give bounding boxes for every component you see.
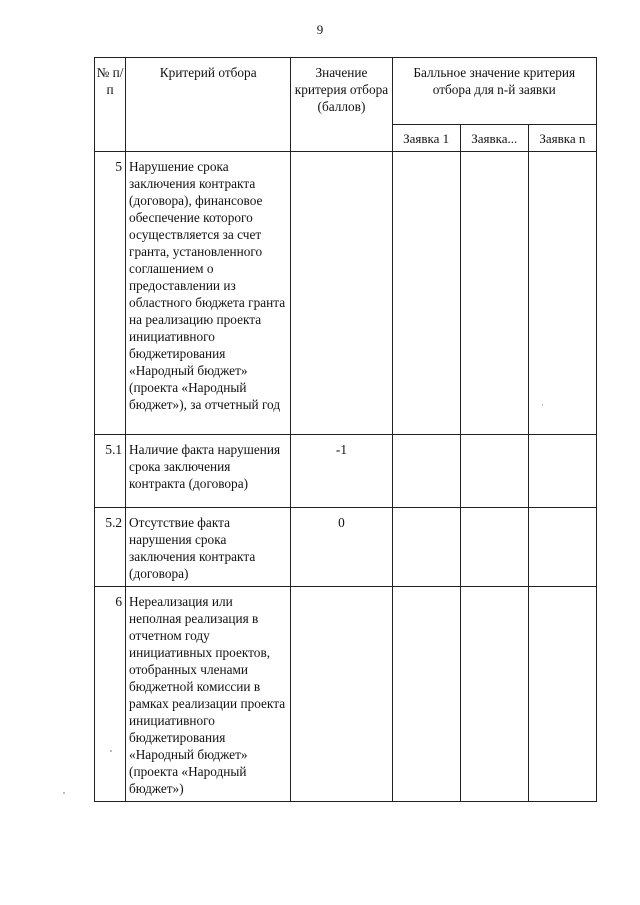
- header-score: Балльное значение критерия отбора для n-й заявки: [392, 58, 596, 125]
- row-score-cell: [528, 435, 596, 508]
- header-value: Значение критерия отбора (баллов): [291, 58, 392, 152]
- header-application-n: Заявка n: [528, 125, 596, 152]
- row-criterion: Наличие факта нарушения срока заключения контракта (договора): [126, 435, 291, 508]
- header-application-1: Заявка 1: [392, 125, 460, 152]
- table-row: [95, 587, 597, 802]
- row-num: 5.2: [95, 508, 126, 587]
- row-criterion: Отсутствие факта нарушения срока заключения контракта (договора): [126, 508, 291, 587]
- table-row: [95, 435, 597, 508]
- row-criterion: Нарушение срока заключения контракта (договора), финансовое обеспечение которого осуществляется за счет гранта, установленного соглашением о предоставлении из областного бюджета гранта на реализацию проекта инициативного бюджетирования «Народный бюджет» (проекта «Народный бюджет»), за отчетный год: [126, 152, 291, 435]
- header-criterion: Критерий отбора: [126, 58, 291, 152]
- row-num: 6: [95, 587, 126, 802]
- scan-speck: [110, 750, 112, 752]
- row-score-cell: [460, 508, 528, 587]
- header-num: № п/п: [95, 58, 126, 152]
- criteria-table: [94, 57, 597, 802]
- row-score-cell: [528, 508, 596, 587]
- header-row: [95, 58, 597, 125]
- row-value: -1: [291, 435, 392, 508]
- row-score-cell: [392, 152, 460, 435]
- page-number: 9: [316, 22, 324, 37]
- header-application-mid: Заявка...: [460, 125, 528, 152]
- row-criterion: Нереализация или неполная реализация в отчетном году инициативных проектов, отобранных членами бюджетной комиссии в рамках реализации проекта инициативного бюджетирования «Народный бюджет» (проекта «Народный бюджет»): [126, 587, 291, 802]
- row-num: 5.1: [95, 435, 126, 508]
- scan-speck: [542, 404, 543, 406]
- table-row: [95, 152, 597, 435]
- row-score-cell: [460, 152, 528, 435]
- row-value: [291, 587, 392, 802]
- row-value: [291, 152, 392, 435]
- row-num: 5: [95, 152, 126, 435]
- row-score-cell: [392, 587, 460, 802]
- row-score-cell: [392, 508, 460, 587]
- row-score-cell: [528, 152, 596, 435]
- scan-speck: [63, 792, 65, 794]
- row-score-cell: [528, 587, 596, 802]
- row-score-cell: [460, 435, 528, 508]
- table-row: [95, 508, 597, 587]
- row-score-cell: [392, 435, 460, 508]
- row-value: 0: [291, 508, 392, 587]
- row-score-cell: [460, 587, 528, 802]
